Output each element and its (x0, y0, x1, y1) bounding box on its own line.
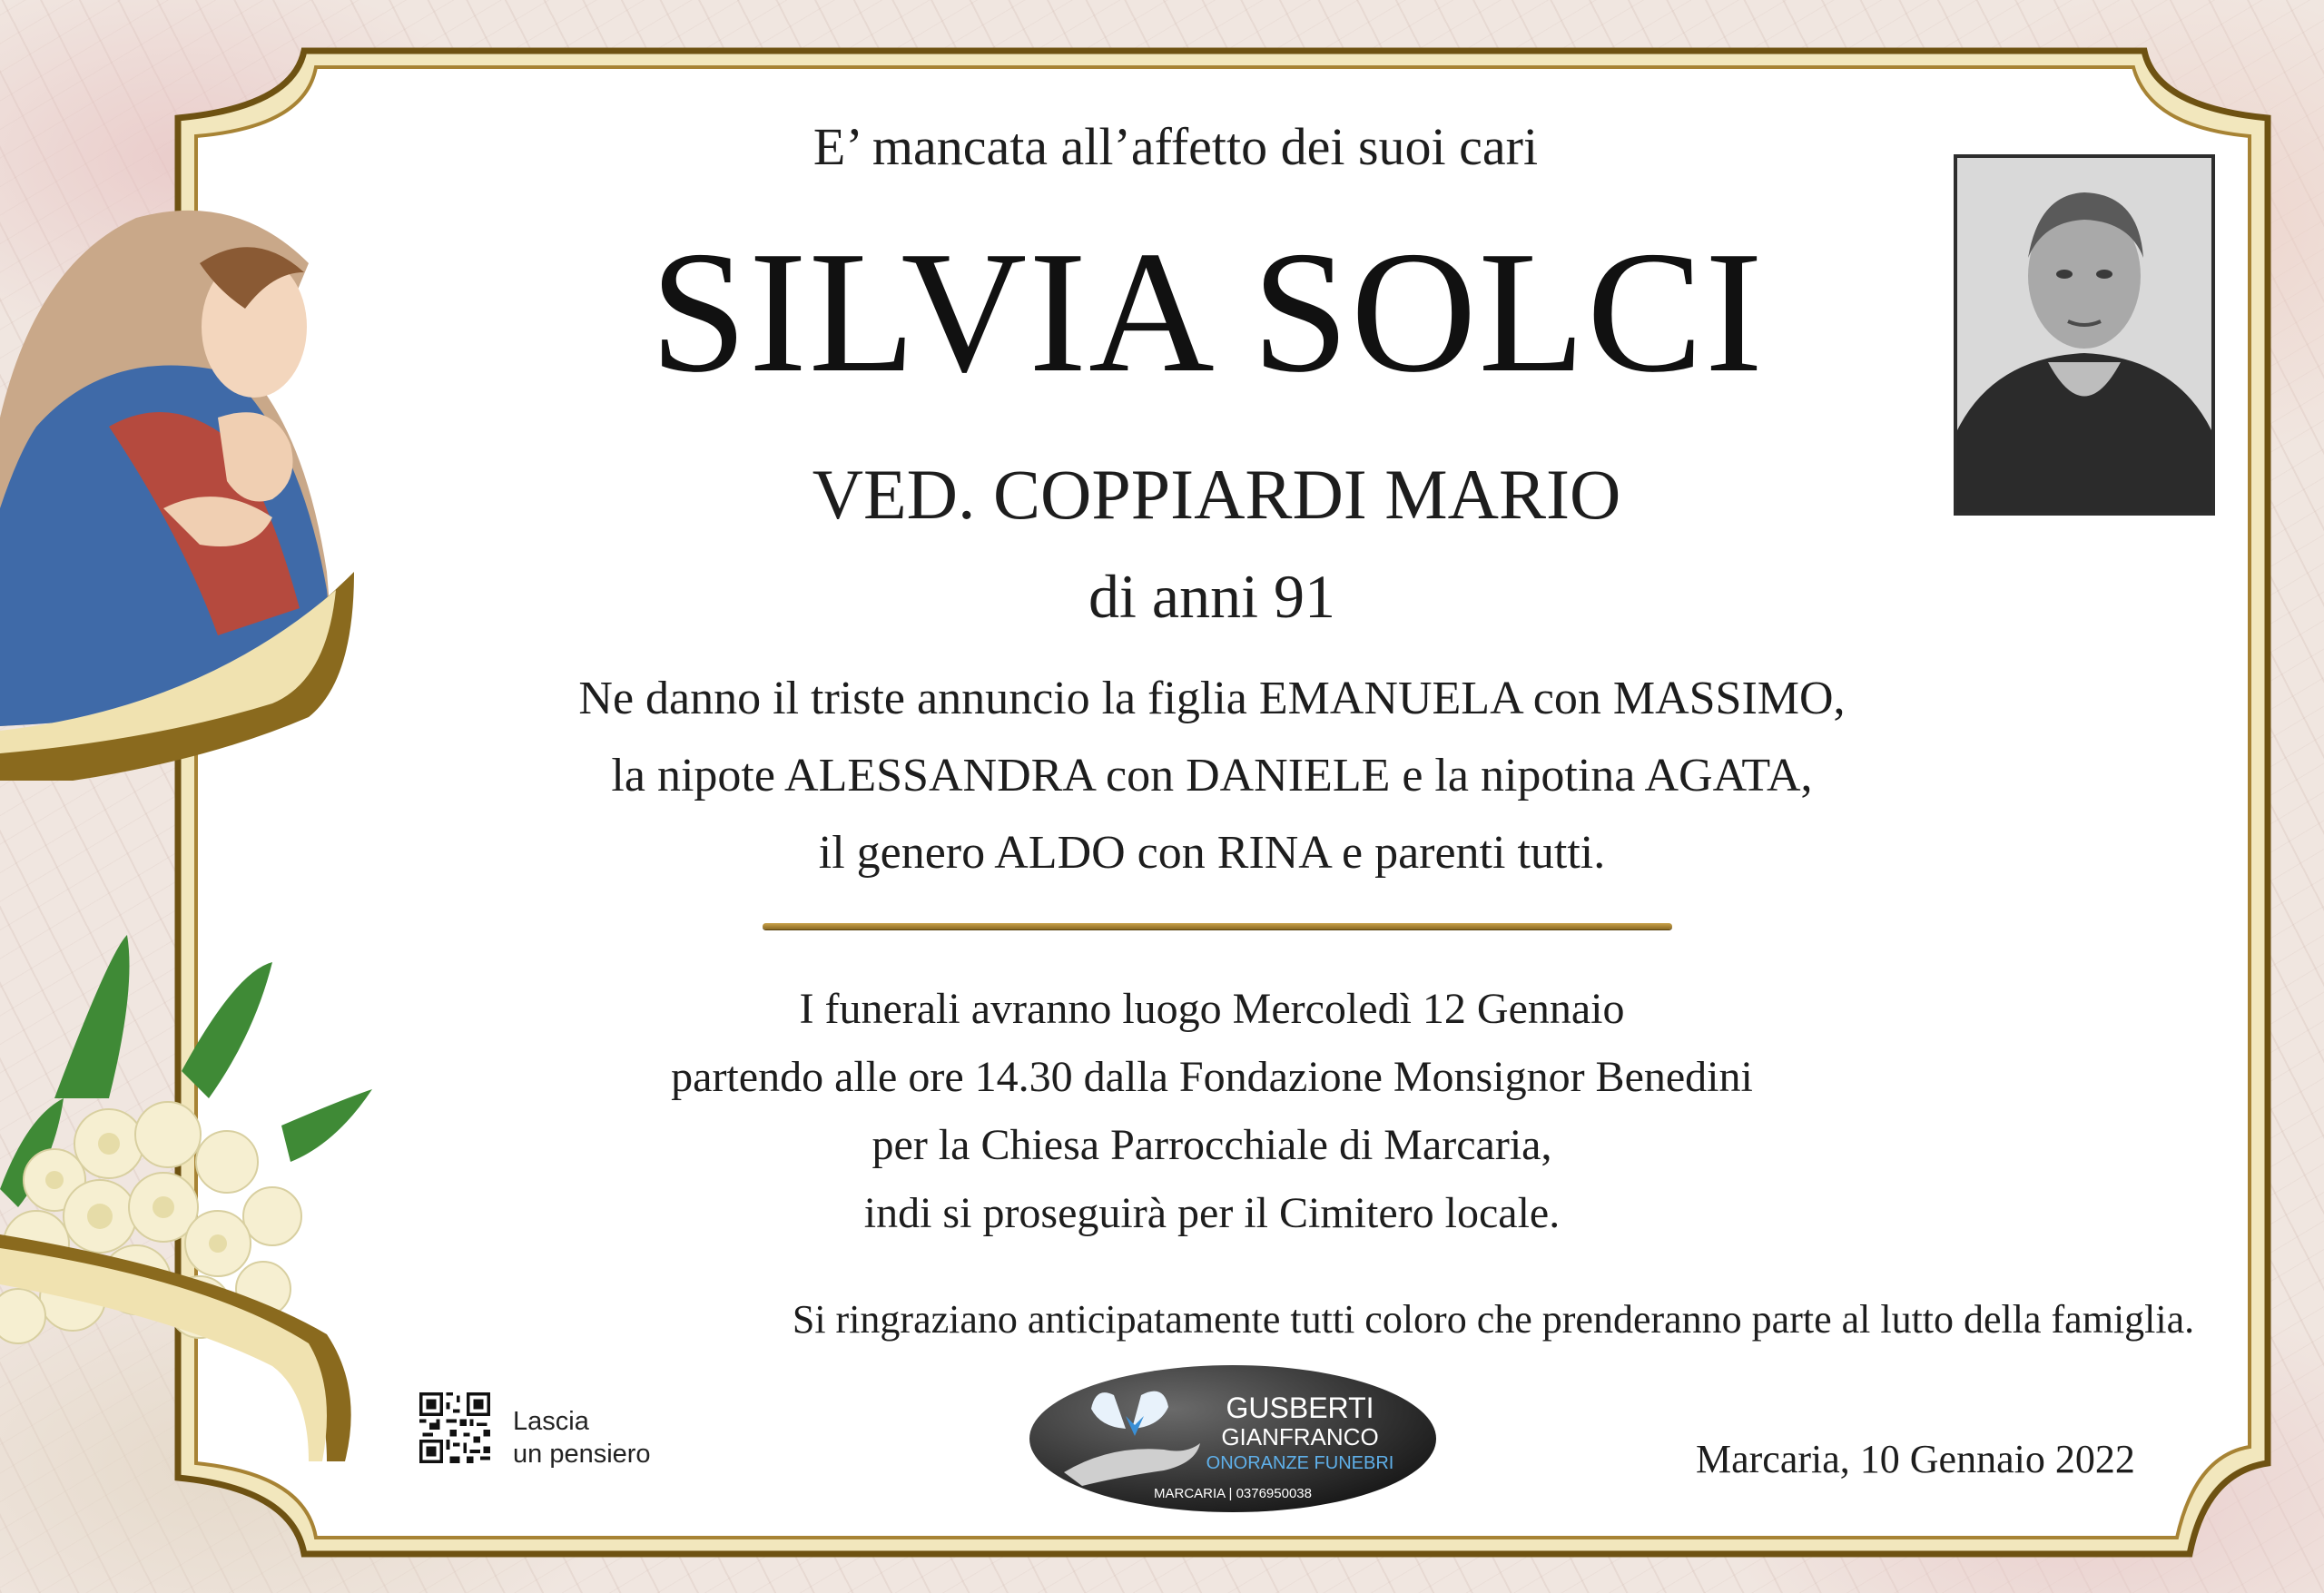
qr-code-icon[interactable] (419, 1392, 490, 1463)
gold-divider (763, 923, 1672, 929)
age-text: di anni 91 (1088, 562, 1335, 631)
qr-label-line1: Lascia (513, 1407, 589, 1436)
logo-line2: GIANFRANCO (1221, 1423, 1379, 1450)
announcement-line: Ne danno il triste annuncio la figlia EMANUELA con MASSIMO, (578, 673, 1846, 724)
place-date: Marcaria, 10 Gennaio 2022 (1696, 1437, 2135, 1481)
logo-line1: GUSBERTI (1226, 1391, 1374, 1424)
qr-label (513, 1405, 651, 1470)
deceased-name: SILVIA SOLCI (650, 215, 1765, 408)
announcement-line: la nipote ALESSANDRA con DANIELE e la nipotina AGATA, (611, 750, 1813, 801)
funeral-line: per la Chiesa Parrocchiale di Marcaria, (872, 1121, 1552, 1169)
widow-of: VED. COPPIARDI MARIO (812, 455, 1621, 534)
thanks-text: Si ringraziano anticipatamente tutti coloro che prenderanno parte al lutto della famiglia. (792, 1297, 2195, 1342)
qr-label-line2: un pensiero (513, 1440, 651, 1469)
logo-contact: MARCARIA | 0376950038 (1153, 1486, 1313, 1501)
announcement-line: il genero ALDO con RINA e parenti tutti. (818, 827, 1606, 879)
funeral-home-logo (1028, 1363, 1438, 1514)
logo-line3: ONORANZE FUNEBRI (1206, 1453, 1394, 1473)
funeral-line: I funerali avranno luogo Mercoledì 12 Gennaio (799, 985, 1625, 1033)
funeral-line: indi si proseguirà per il Cimitero locale. (863, 1189, 1561, 1237)
intro-text: E’ mancata all’affetto dei suoi cari (812, 117, 1539, 176)
funeral-line: partendo alle ore 14.30 dalla Fondazione Monsignor Benedini (671, 1053, 1753, 1101)
